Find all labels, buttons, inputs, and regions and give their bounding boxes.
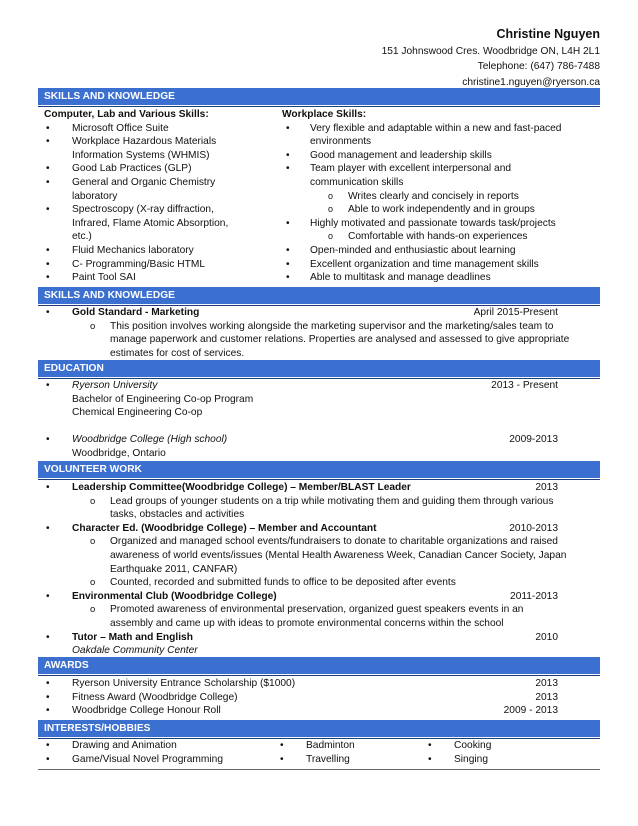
volunteer-date: 2010 xyxy=(535,631,558,643)
job-title: Gold Standard - Marketing xyxy=(72,307,200,318)
job-description: This position involves working alongside the marketing supervisor and the marketing/sales team to xyxy=(110,320,554,332)
bullet: • xyxy=(280,753,284,765)
skill-item: Paint Tool SAI xyxy=(72,272,136,284)
interests-column-1 xyxy=(38,739,268,766)
bullet: • xyxy=(46,258,50,270)
experience-section xyxy=(38,306,600,360)
school-location: Woodbridge, Ontario xyxy=(72,447,166,459)
bullet: • xyxy=(286,122,290,134)
award-name: Ryerson University Entrance Scholarship ($1000) xyxy=(72,678,296,689)
skill-item: Highly motivated and passionate towards task/projects xyxy=(310,217,556,229)
skill-item: Microsoft Office Suite xyxy=(72,122,169,134)
school-name: Ryerson University xyxy=(72,380,158,391)
section-heading-education: EDUCATION xyxy=(38,360,600,377)
volunteer-description: Organized and managed school events/fundraisers to donate to charitable organizations and raised xyxy=(110,536,558,548)
sub-bullet: o xyxy=(328,204,334,215)
volunteer-section xyxy=(38,481,600,658)
award-name: Woodbridge College Honour Roll xyxy=(72,705,221,717)
skill-item: communication skills xyxy=(310,176,404,188)
volunteer-title: Tutor – Math and English xyxy=(72,631,193,643)
sub-bullet: o xyxy=(90,577,96,589)
skill-item: laboratory xyxy=(72,190,118,202)
interests-column-2 xyxy=(272,739,412,766)
bullet: • xyxy=(46,678,50,689)
program: Bachelor of Engineering Co-op Program xyxy=(72,393,254,405)
volunteer-title: Leadership Committee(Woodbridge College) – Member/BLAST Leader xyxy=(72,482,411,493)
bullet: • xyxy=(46,590,50,602)
skill-item: Workplace Hazardous Materials xyxy=(72,136,217,148)
skill-item: Good Lab Practices (GLP) xyxy=(72,163,192,175)
bullet: • xyxy=(286,163,290,175)
contact-header xyxy=(382,27,600,90)
bullet: • xyxy=(46,705,50,717)
education-section xyxy=(38,379,600,461)
volunteer-description: Lead groups of younger students on a trip while motivating them and guiding them through various xyxy=(110,495,554,507)
volunteer-date: 2013 xyxy=(535,482,558,493)
email: christine1.nguyen@ryerson.ca xyxy=(462,76,600,88)
program: Chemical Engineering Co-op xyxy=(72,407,203,419)
school-name: Woodbridge College (High school) xyxy=(72,434,228,446)
skills-section xyxy=(38,108,600,284)
bullet: • xyxy=(46,307,50,318)
section-heading-interests: INTERESTS/HOBBIES xyxy=(38,720,600,737)
sub-bullet: o xyxy=(328,190,334,201)
bullet: • xyxy=(280,740,284,751)
bullet: • xyxy=(46,631,50,643)
skill-item: Able to work independently and in groups xyxy=(348,204,535,216)
awards-section xyxy=(38,677,600,718)
bullet: • xyxy=(46,204,50,216)
bullet: • xyxy=(286,149,290,161)
award-date: 2013 xyxy=(535,691,558,703)
bullet: • xyxy=(46,176,50,188)
bottom-rule xyxy=(38,769,600,770)
volunteer-title: Character Ed. (Woodbridge College) – Member and Accountant xyxy=(72,522,377,534)
sub-bullet: o xyxy=(90,536,96,548)
job-description: estimates for cost of services. xyxy=(110,347,245,359)
skill-item: General and Organic Chemistry xyxy=(72,176,216,188)
job-date: April 2015-Present xyxy=(473,307,558,318)
section-heading-volunteer: VOLUNTEER WORK xyxy=(38,461,600,478)
interests-column-3 xyxy=(420,739,560,766)
skill-item: C- Programming/Basic HTML xyxy=(72,258,206,270)
bullet: • xyxy=(46,691,50,703)
skill-item: Very flexible and adaptable within a new and fast-paced xyxy=(310,122,562,134)
job-description: manage paperwork and customer relations. Properties are analysed and assessed to give appropriate xyxy=(110,334,570,346)
volunteer-date: 2010-2013 xyxy=(509,522,558,534)
bullet: • xyxy=(286,258,290,270)
bullet: • xyxy=(46,163,50,175)
bullet: • xyxy=(286,272,290,284)
section-heading-awards: AWARDS xyxy=(38,657,600,674)
interest-item: Travelling xyxy=(306,753,350,765)
bullet: • xyxy=(46,522,50,534)
skill-item: Excellent organization and time management skills xyxy=(310,258,539,270)
volunteer-description: Earthquake 2011, CANFAR) xyxy=(110,563,238,575)
resume-name: Christine Nguyen xyxy=(496,27,600,41)
award-date: 2013 xyxy=(535,678,558,689)
bullet: • xyxy=(46,244,50,256)
interest-item: Game/Visual Novel Programming xyxy=(72,753,223,765)
bullet: • xyxy=(428,753,432,765)
volunteer-date: 2011-2013 xyxy=(510,590,558,602)
phone: Telephone: (647) 786-7488 xyxy=(477,61,600,73)
interests-section xyxy=(38,739,600,767)
skill-item: Infrared, Flame Atomic Absorption, xyxy=(72,217,229,229)
bullet: • xyxy=(46,272,50,284)
bullet: • xyxy=(46,740,50,751)
section-heading-skills: SKILLS AND KNOWLEDGE xyxy=(38,88,600,105)
bullet: • xyxy=(46,136,50,148)
volunteer-description: Counted, recorded and submitted funds to office to be deposited after events xyxy=(110,577,456,589)
bullet: • xyxy=(286,244,290,256)
interest-item: Cooking xyxy=(454,740,492,751)
computer-skills-column xyxy=(44,108,284,285)
bullet: • xyxy=(428,740,432,751)
interest-item: Singing xyxy=(454,753,488,765)
volunteer-title: Environmental Club (Woodbridge College) xyxy=(72,590,277,602)
section-heading-experience: SKILLS AND KNOWLEDGE xyxy=(38,287,600,304)
volunteer-description: tasks, obstacles and activities xyxy=(110,509,245,521)
school-date: 2009-2013 xyxy=(509,434,558,446)
address: 151 Johnswood Cres. Woodbridge ON, L4H 2L1 xyxy=(381,46,600,57)
award-name: Fitness Award (Woodbridge College) xyxy=(72,691,238,703)
skill-item: etc.) xyxy=(72,231,92,243)
bullet: • xyxy=(286,217,290,229)
volunteer-description: Promoted awareness of environmental preservation, organized guest speakers events in an xyxy=(110,604,524,616)
bullet: • xyxy=(46,380,50,391)
volunteer-place: Oakdale Community Center xyxy=(72,645,198,657)
skill-item: Good management and leadership skills xyxy=(310,149,492,161)
award-date: 2009 - 2013 xyxy=(503,705,558,717)
skill-item: Able to multitask and manage deadlines xyxy=(310,272,491,284)
workplace-skills-column xyxy=(282,108,600,285)
sub-bullet: o xyxy=(328,231,334,242)
skill-item: Open-minded and enthusiastic about learning xyxy=(310,244,516,256)
skill-item: Team player with excellent interpersonal and xyxy=(310,163,512,175)
workplace-skills-title: Workplace Skills: xyxy=(282,109,367,120)
computer-skills-title: Computer, Lab and Various Skills: xyxy=(44,109,209,120)
school-date: 2013 - Present xyxy=(491,380,558,391)
bullet: • xyxy=(46,434,50,446)
interest-item: Badminton xyxy=(306,740,355,751)
bullet: • xyxy=(46,753,50,765)
bullet: • xyxy=(46,482,50,493)
skill-item: Comfortable with hands-on experiences xyxy=(348,231,528,243)
skill-item: Writes clearly and concisely in reports xyxy=(348,190,519,202)
sub-bullet: o xyxy=(90,320,96,332)
volunteer-description: awareness of world events/issues (Mental Health Awareness Week, Canadian Cancer Society, Japan xyxy=(110,549,567,561)
skill-item: Fluid Mechanics laboratory xyxy=(72,244,194,256)
sub-bullet: o xyxy=(90,604,96,616)
skill-item: Spectroscopy (X-ray diffraction, xyxy=(72,204,214,216)
bullet: • xyxy=(46,122,50,134)
interest-item: Drawing and Animation xyxy=(72,740,177,751)
skill-item: Information Systems (WHMIS) xyxy=(72,149,210,161)
skill-item: environments xyxy=(310,136,372,148)
sub-bullet: o xyxy=(90,495,96,507)
volunteer-description: assembly and came up with ideas to promote environmental concerns within the school xyxy=(110,617,504,629)
